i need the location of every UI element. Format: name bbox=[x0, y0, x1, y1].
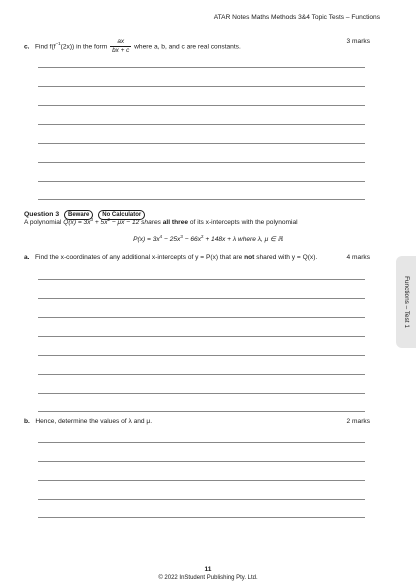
formula-sup: 3 bbox=[180, 233, 183, 239]
answer-line[interactable] bbox=[38, 374, 365, 375]
question-3-stem bbox=[24, 216, 298, 227]
page-number: 11 bbox=[204, 566, 212, 573]
answer-line[interactable] bbox=[38, 67, 365, 68]
answer-line[interactable] bbox=[38, 317, 365, 318]
answer-line[interactable] bbox=[38, 124, 365, 125]
answer-line[interactable] bbox=[38, 461, 365, 462]
part-a-question bbox=[24, 254, 370, 262]
part-a-bold: not bbox=[244, 254, 255, 261]
answer-line[interactable] bbox=[38, 355, 365, 356]
part-c-fraction bbox=[110, 38, 131, 55]
fraction-numerator: ax bbox=[110, 38, 131, 47]
part-c-letter: c. bbox=[24, 43, 30, 51]
copyright-notice: © 2022 InStudent Publishing Pty. Ltd. bbox=[158, 575, 258, 581]
answer-line[interactable] bbox=[38, 298, 365, 299]
answer-line[interactable] bbox=[38, 181, 365, 182]
formula-sup: 2 bbox=[201, 233, 204, 239]
polynomial-p-formula bbox=[0, 233, 416, 244]
stem-text: A polynomial bbox=[24, 219, 64, 226]
answer-line[interactable] bbox=[38, 393, 365, 394]
formula-part: + 148x + λ where λ, μ ∈ ℝ bbox=[203, 236, 283, 243]
part-c-question bbox=[24, 38, 370, 55]
running-header: ATAR Notes Maths Methods 3&4 Topic Tests – Functions bbox=[213, 14, 380, 21]
answer-line[interactable] bbox=[38, 499, 365, 500]
stem-tail: of its x-intercepts with the polynomial bbox=[188, 219, 298, 226]
part-b-marks: 2 marks bbox=[346, 418, 370, 425]
stem-bold: all three bbox=[162, 219, 189, 226]
part-a-letter: a. bbox=[24, 254, 30, 261]
part-a-text-end: shared with y = Q(x). bbox=[256, 254, 318, 261]
part-c-func-rest: (2x)) bbox=[60, 43, 75, 51]
part-c-text-before: Find f bbox=[35, 43, 52, 51]
part-a-marks: 4 marks bbox=[346, 254, 370, 261]
answer-line[interactable] bbox=[38, 162, 365, 163]
answer-line[interactable] bbox=[38, 480, 365, 481]
answer-line[interactable] bbox=[38, 143, 365, 144]
stem-q: Q(x) = 3x bbox=[63, 219, 91, 226]
part-b-letter: b. bbox=[24, 418, 30, 425]
formula-part: − 25x bbox=[162, 236, 181, 243]
answer-line[interactable] bbox=[38, 279, 365, 280]
answer-line[interactable] bbox=[38, 442, 365, 443]
part-a-text: Find the x-coordinates of any additional x-intercepts of y = P(x) that are bbox=[35, 254, 243, 261]
part-b-text: Hence, determine the values of λ and μ. bbox=[35, 418, 153, 425]
side-tab-label: Functions – Test 1 bbox=[402, 276, 410, 328]
fraction-denominator: bx + c bbox=[112, 47, 130, 54]
beware-badge: Beware bbox=[64, 210, 93, 220]
answer-line[interactable] bbox=[38, 199, 365, 200]
answer-line[interactable] bbox=[38, 105, 365, 106]
part-b-question bbox=[24, 418, 370, 426]
stem-q-end: − μx − 12 shares bbox=[110, 219, 163, 226]
part-c-text-after: where a, b, and c are real constants. bbox=[134, 43, 241, 51]
formula-part: P(x) = 3x bbox=[133, 236, 160, 243]
formula-sup: 4 bbox=[159, 233, 163, 239]
answer-line[interactable] bbox=[38, 517, 365, 518]
section-side-tab bbox=[396, 256, 416, 348]
formula-part: − 66x bbox=[182, 236, 202, 243]
answer-line[interactable] bbox=[38, 411, 365, 412]
stem-q-mid: + 5x bbox=[93, 219, 108, 226]
stem-sup: 3 bbox=[90, 216, 94, 222]
part-c-func-arg: (f bbox=[51, 43, 56, 51]
part-c-marks: 3 marks bbox=[346, 38, 370, 45]
no-calculator-badge: No Calculator bbox=[98, 210, 145, 220]
question-3-title: Question 3 bbox=[24, 211, 60, 218]
part-c-text-mid: in the form bbox=[76, 43, 108, 51]
stem-sup: 2 bbox=[107, 216, 111, 222]
answer-line[interactable] bbox=[38, 86, 365, 87]
part-c-func-sup: −1 bbox=[55, 41, 61, 47]
answer-line[interactable] bbox=[38, 336, 365, 337]
